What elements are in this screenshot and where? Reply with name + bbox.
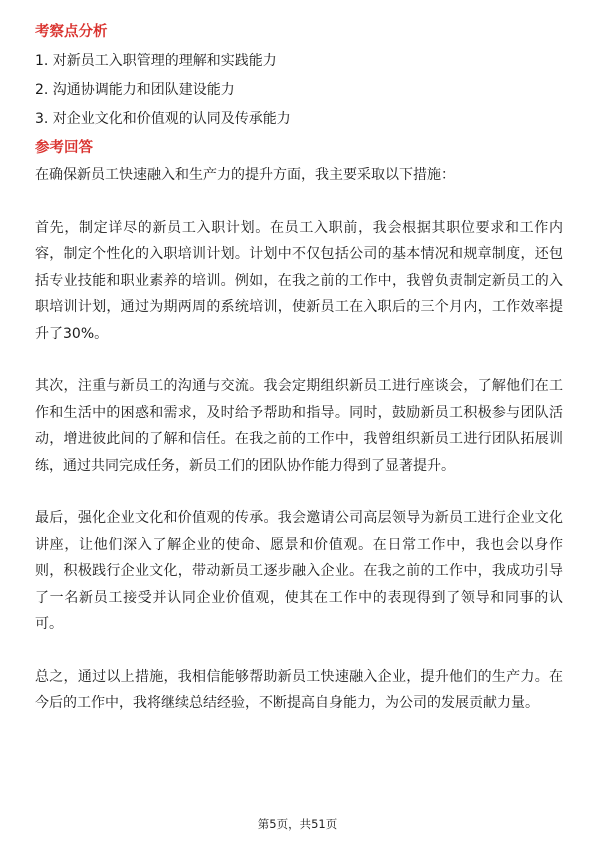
answer-intro: 在确保新员工快速融入和生产力的提升方面，我主要采取以下措施：: [35, 167, 455, 183]
answer-paragraph-summary: 总之，通过以上措施，我相信能够帮助新员工快速融入企业，提升他们的生产力。在今后的工作中，我将继续总结经验，不断提高自身能力，为公司的发展贡献力量。: [35, 668, 563, 711]
paragraph-gap: [35, 479, 563, 505]
answer-paragraph-second: 其次，注重与新员工的沟通与交流。我会定期组织新员工进行座谈会，了解他们在工作和生活中的困惑和需求，及时给予帮助和指导。同时，鼓励新员工积极参与团队活动，增进彼此间的了解和信任。在我之前的工作中，我曾组织新员工进行团队拓展训练，通过共同完成任务，新员工们的团队协作能力得到了显著提升。: [35, 378, 563, 474]
analysis-point-list: [35, 51, 563, 129]
answer-heading: 参考回答: [35, 140, 93, 156]
paragraph-gap: [35, 638, 563, 664]
paragraph-gap: [35, 347, 563, 373]
document-page: [35, 22, 563, 717]
paragraph-gap: [35, 189, 563, 215]
analysis-point: 3. 对企业文化和价值观的认同及传承能力: [35, 111, 291, 127]
page-indicator: 第5页，共51页: [257, 817, 338, 831]
answer-paragraph-first: 首先，制定详尽的新员工入职计划。在员工入职前，我会根据其职位要求和工作内容，制定个性化的入职培训计划。计划中不仅包括公司的基本情况和规章制度，还包括专业技能和职业素养的培训。例如，在我之前的工作中，我曾负责制定新员工的入职培训计划，通过为期两周的系统培训，使新员工在入职后的三个月内，工作效率提升了30%。: [35, 219, 563, 342]
answer-paragraph-third: 最后，强化企业文化和价值观的传承。我会邀请公司高层领导为新员工进行企业文化讲座，让他们深入了解企业的使命、愿景和价值观。在日常工作中，我也会以身作则，积极践行企业文化，带动新员工逐步融入企业。在我之前的工作中，我成功引导了一名新员工接受并认同企业价值观，使其在工作中的表现得到了领导和同事的认可。: [35, 510, 563, 632]
analysis-point: 2. 沟通协调能力和团队建设能力: [35, 82, 235, 98]
analysis-point: 1. 对新员工入职管理的理解和实践能力: [35, 53, 277, 69]
analysis-heading: 考察点分析: [35, 24, 108, 40]
